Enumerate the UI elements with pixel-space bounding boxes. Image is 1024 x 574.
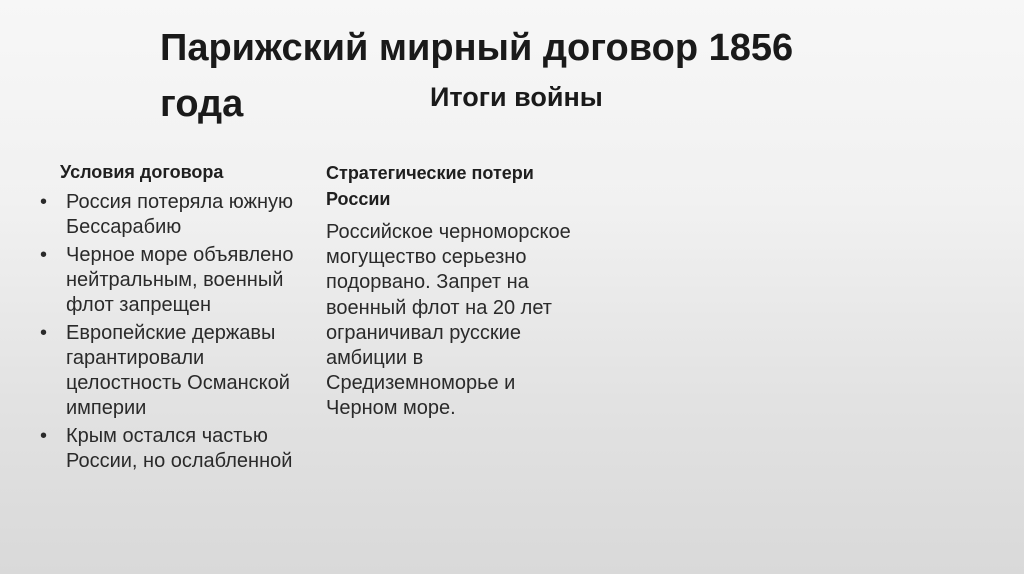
strategic-losses-heading: Стратегические потери России xyxy=(326,163,534,209)
list-item-text: Европейские державы гарантировали целостность Османской империи xyxy=(66,322,290,419)
bullet-icon: • xyxy=(40,244,48,266)
list-item xyxy=(40,190,300,240)
strategic-losses-column xyxy=(326,160,576,422)
bullet-icon: • xyxy=(40,322,48,344)
list-item xyxy=(40,243,300,318)
list-item xyxy=(40,321,300,421)
slide-subtitle: Итоги войны xyxy=(430,82,603,112)
treaty-terms-list xyxy=(40,190,300,474)
list-item-text: Крым остался частью России, но ослабленной xyxy=(66,425,293,472)
bullet-icon: • xyxy=(40,425,48,447)
list-item xyxy=(40,424,300,474)
treaty-terms-column xyxy=(40,160,300,477)
slide-title: Парижский мирный договор 1856 года xyxy=(160,27,794,125)
treaty-terms-heading: Условия договора xyxy=(60,162,224,182)
strategic-losses-text: Российское черноморское могущество серьезно подорвано. Запрет на военный флот на 20 лет ограничивал русские амбиции в Средиземноморье и Черном море. xyxy=(326,221,571,420)
list-item-text: Черное море объявлено нейтральным, военный флот запрещен xyxy=(66,244,294,316)
bullet-icon: • xyxy=(40,191,48,213)
list-item-text: Россия потеряла южную Бессарабию xyxy=(66,191,293,238)
